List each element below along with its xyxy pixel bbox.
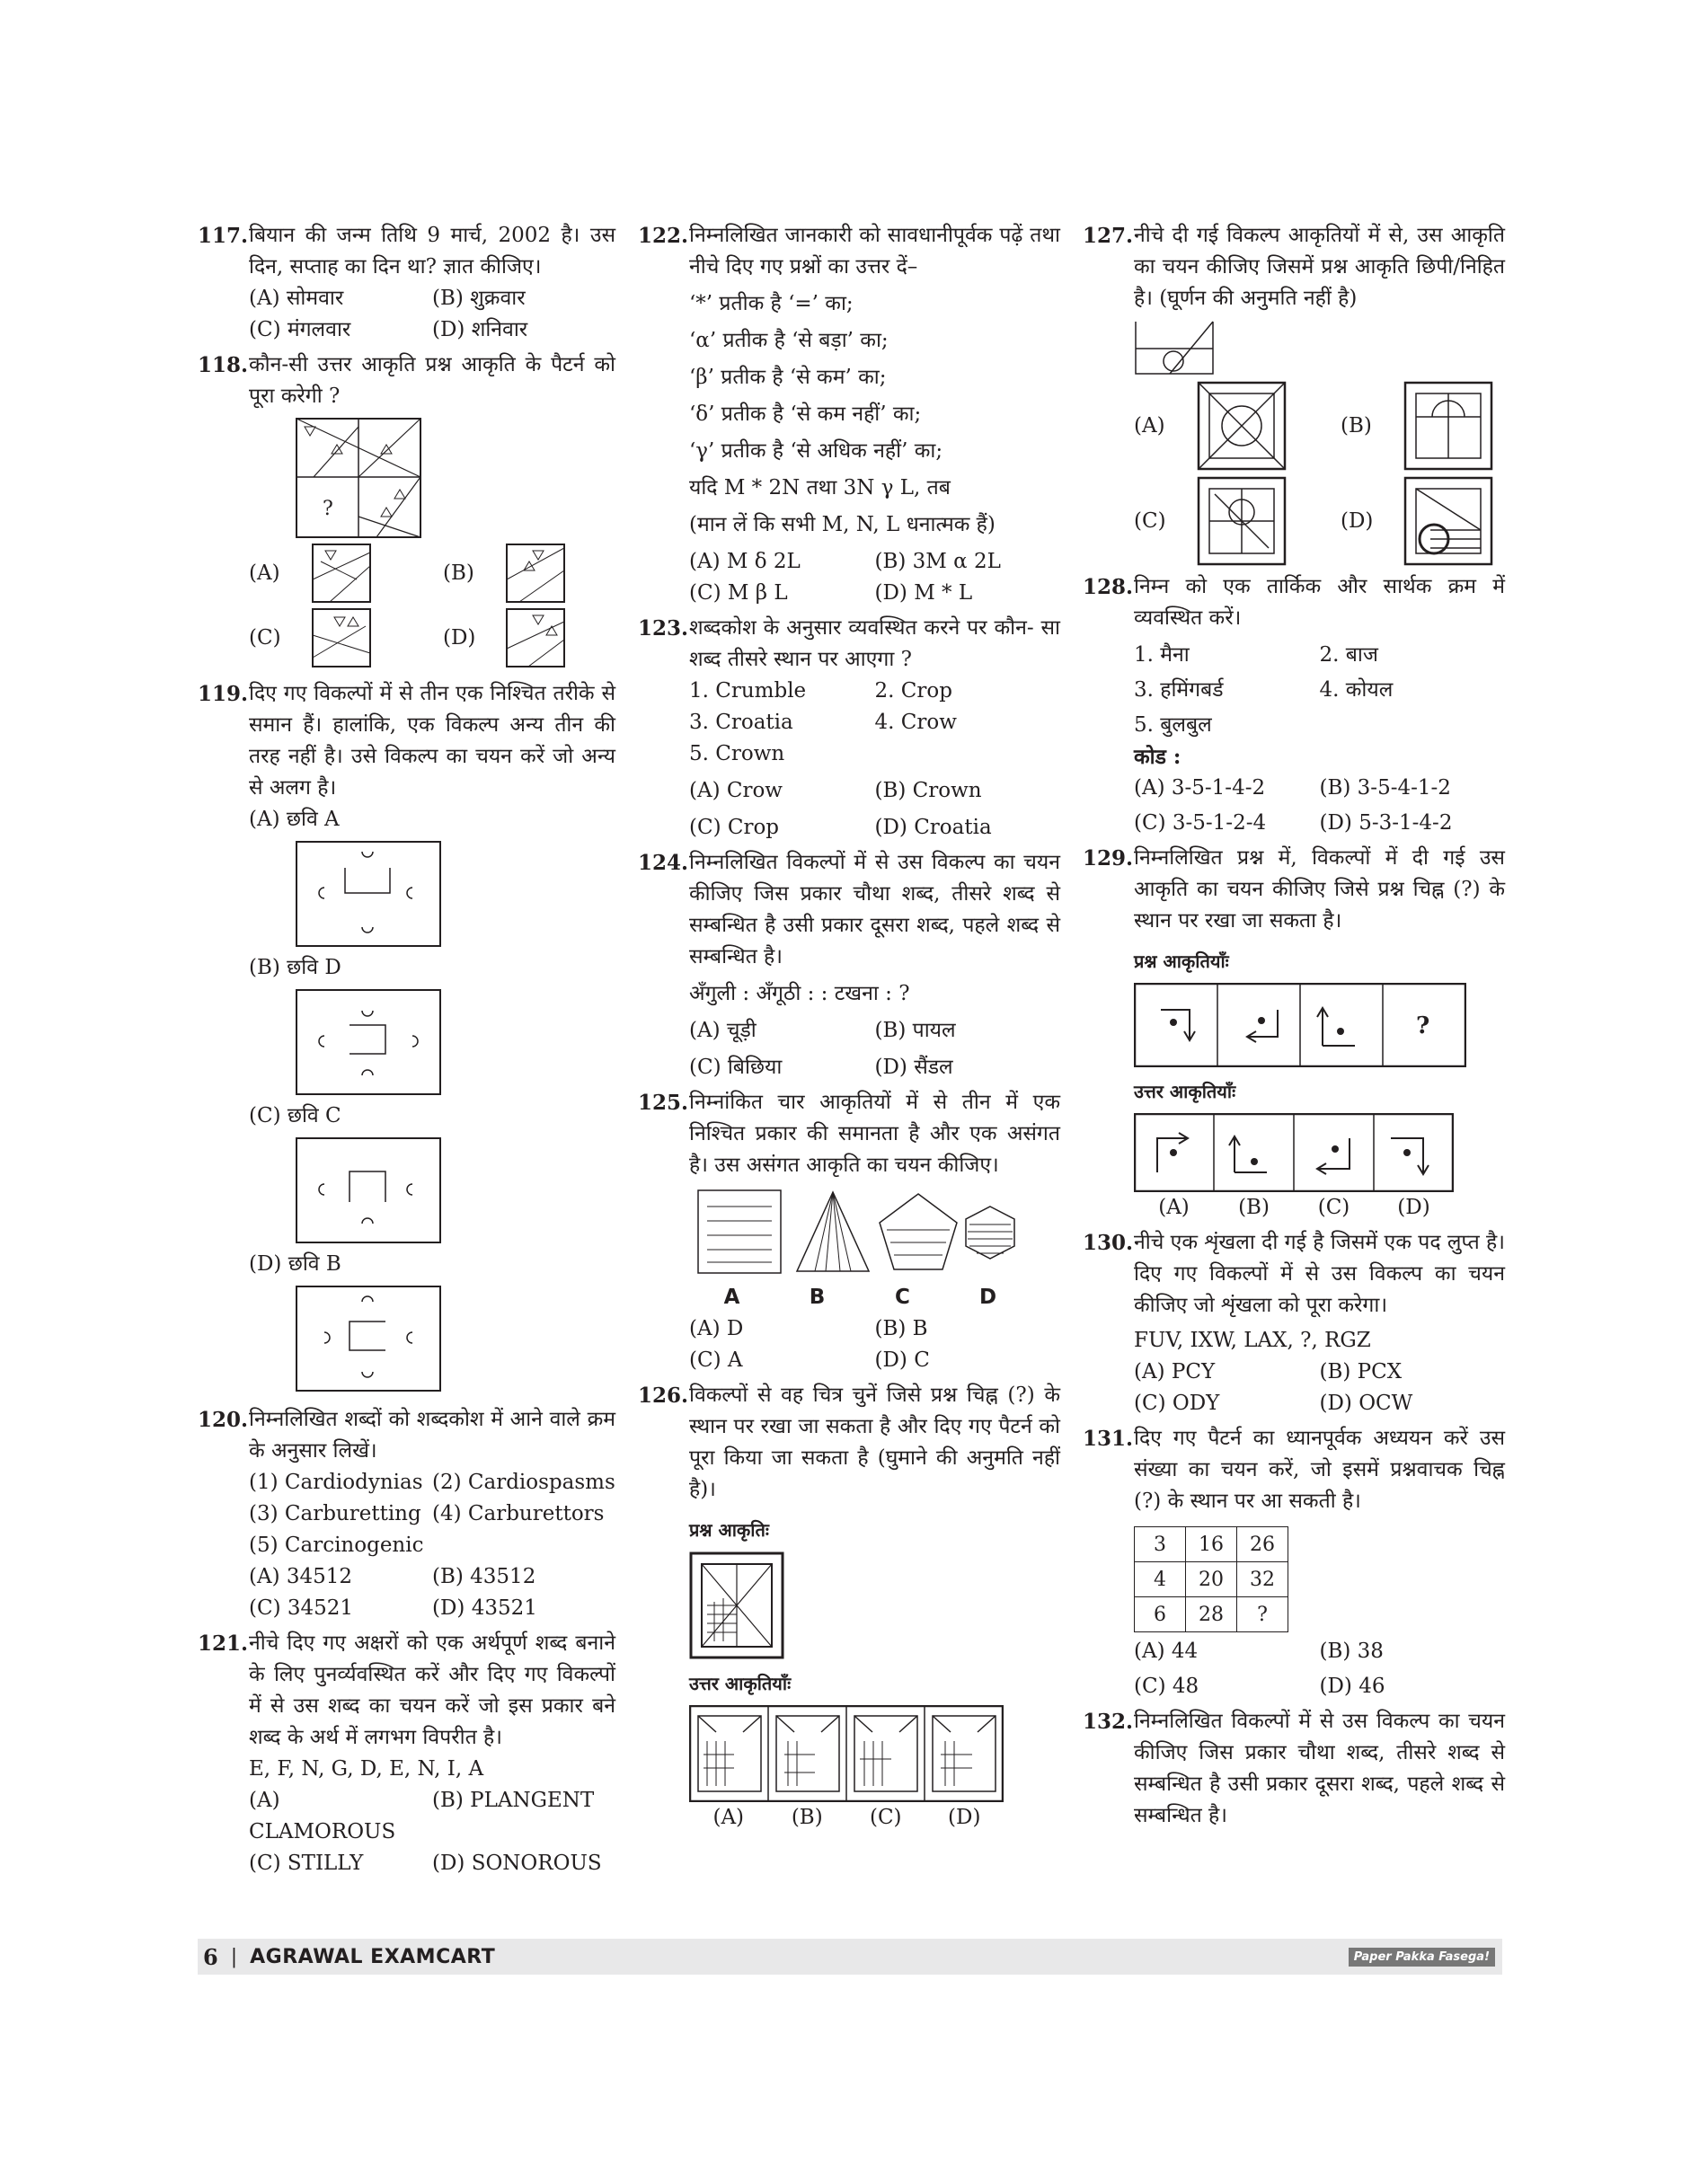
question-text: निम्नलिखित विकल्पों में से उस विकल्प का चयन कीजिए जिस प्रकार चौथा शब्द, तीसरे शब्द से सम्बन्धित है उसी प्रकार दूसरा शब्द, पहले शब्द से सम्बन्धित है। <box>1134 1710 1505 1827</box>
question-text: दिए गए विकल्पों में से तीन एक निश्चित तरीके से समान हैं। हालांकि, एक विकल्प अन्य तीन की तरह नहीं है। उसे विकल्प का चयन करें जो अन्य से अलग है। <box>249 682 615 800</box>
option-a[interactable]: (A) <box>249 561 280 585</box>
question-figure <box>1134 320 1215 376</box>
question-number: 128. <box>1083 575 1134 599</box>
question-text: नीचे एक शृंखला दी गई है जिसमें एक पद लुप्त है। दिए गए विकल्पों में से उस विकल्प का चयन कीजिए जो शृंखला को पूरा करेगा। <box>1134 1231 1505 1317</box>
option-d[interactable]: (D) SONOROUS <box>432 1852 602 1875</box>
option-d[interactable]: (D) <box>1341 508 1374 533</box>
question-126 <box>638 1380 1060 1834</box>
option-b[interactable]: (B) <box>1238 1196 1270 1219</box>
option-c[interactable]: (C) छवि C <box>249 1104 341 1127</box>
question-text: निम्नलिखित विकल्पों में से उस विकल्प का चयन कीजिए जिस प्रकार चौथा शब्द, तीसरे शब्द से सम्बन्धित है उसी प्रकार दूसरा शब्द, पहले शब्द से सम्बन्धित है। <box>689 851 1060 968</box>
option-d[interactable]: (D) 46 <box>1319 1675 1385 1698</box>
question-text: शब्दकोश के अनुसार व्यवस्थित करने पर कौन- सा शब्द तीसरे स्थान पर आएगा ? <box>689 616 1060 671</box>
question-number: 125. <box>638 1091 689 1115</box>
shape-b <box>797 1192 869 1271</box>
shape-c <box>880 1194 957 1269</box>
word-3: 3. Croatia <box>689 711 793 734</box>
option-d[interactable]: (D) छवि B <box>249 1252 341 1276</box>
option-b[interactable]: (B) <box>791 1806 823 1829</box>
brand-logo: AGRAWAL EXAMCART <box>250 1945 496 1968</box>
answer-figure-b[interactable] <box>506 544 565 603</box>
option-b[interactable]: (B) छवि D <box>249 956 341 979</box>
question-figure <box>689 1551 784 1659</box>
word-4: (4) Carburettors <box>432 1502 605 1525</box>
option-a[interactable]: (A) सोमवार <box>249 287 344 310</box>
question-128 <box>1083 571 1505 839</box>
option-a[interactable]: (A) <box>712 1806 745 1829</box>
option-a[interactable]: (A) D <box>689 1317 744 1340</box>
question-number: 129. <box>1083 846 1134 871</box>
question-figures-label: प्रश्न आकृतियाँः <box>1134 950 1229 972</box>
option-a[interactable]: (A) M δ 2L <box>689 550 801 573</box>
question-121 <box>198 1628 615 1879</box>
option-a[interactable]: (A) 34512 <box>249 1565 353 1588</box>
word-3: (3) Carburetting <box>249 1502 421 1525</box>
option-d[interactable]: (D) 5-3-1-4-2 <box>1319 811 1453 835</box>
option-d[interactable]: (D) OCW <box>1319 1392 1413 1415</box>
info-line: ‘β’ प्रतीक है ‘से कम’ का; <box>689 366 887 389</box>
option-b[interactable]: (B) Crown <box>874 779 982 802</box>
grid-cell: 3 <box>1135 1527 1186 1562</box>
word-pair: अँगुली : अँगूठी : : टखना : ? <box>689 982 910 1005</box>
question-text: दिए गए पैटर्न का ध्यानपूर्वक अध्ययन करें उस संख्या का चयन करें, जो इसमें प्रश्नवाचक चिह्न (?) के स्थान पर आ सकती है। <box>1134 1427 1505 1513</box>
option-d[interactable]: (D) <box>948 1806 981 1829</box>
grid-cell: ? <box>1237 1597 1288 1632</box>
option-figure-c[interactable] <box>1197 476 1287 566</box>
option-figure-d[interactable] <box>1403 476 1493 566</box>
question-text: नीचे दी गई विकल्प आकृतियों में से, उस आकृति का चयन कीजिए जिसमें प्रश्न आकृति छिपी/निहित है। (घूर्णन की अनुमति नहीं है) <box>1134 224 1505 310</box>
option-d[interactable]: (D) <box>1397 1196 1430 1219</box>
answer-figures-label: उत्तर आकृतियाँः <box>689 1673 792 1694</box>
question-text: कौन-सी उत्तर आकृति प्रश्न आकृति के पैटर्न को पूरा करेगी ? <box>249 353 615 408</box>
option-b[interactable]: (B) पायल <box>874 1019 956 1042</box>
question-text: निम्नलिखित जानकारी को सावधानीपूर्वक पढ़ें तथा नीचे दिए गए प्रश्नों का उत्तर दें– <box>689 224 1060 278</box>
image-a[interactable] <box>296 841 441 947</box>
code-label: कोड : <box>1134 745 1181 769</box>
option-c[interactable]: (C) STILLY <box>249 1852 364 1875</box>
word-2: 2. Crop <box>874 679 952 703</box>
column-1 <box>198 220 615 1883</box>
option-d[interactable]: (D) M * L <box>874 581 973 605</box>
option-b[interactable]: (B) 3M α 2L <box>874 550 1001 573</box>
question-129 <box>1083 843 1505 1224</box>
question-text: निम्न को एक तार्किक और सार्थक क्रम में व्यवस्थित करें। <box>1134 575 1505 630</box>
question-122 <box>638 220 1060 609</box>
option-b[interactable]: (B) PLANGENT <box>432 1789 595 1812</box>
number-grid <box>1134 1526 1288 1632</box>
question-number: 120. <box>198 1408 249 1432</box>
question-number: 118. <box>198 353 249 377</box>
question-number: 132. <box>1083 1710 1134 1734</box>
option-c[interactable]: (C) मंगलवार <box>249 318 351 341</box>
image-d[interactable] <box>296 989 441 1095</box>
letter-series: FUV, IXW, LAX, ?, RGZ <box>1134 1329 1371 1352</box>
question-number: 126. <box>638 1383 689 1408</box>
option-b[interactable]: (B) शुक्रवार <box>432 287 526 310</box>
column-3 <box>1083 220 1505 1835</box>
word-1: (1) Cardiodynias <box>249 1471 423 1494</box>
option-b[interactable]: (B) PCX <box>1319 1360 1403 1383</box>
answer-figure-d[interactable] <box>506 608 565 667</box>
page-number: 6 <box>203 1943 218 1970</box>
option-a[interactable]: (A) छवि A <box>249 808 340 831</box>
option-figure-b[interactable] <box>1403 381 1493 471</box>
shape-d <box>966 1207 1014 1259</box>
question-figure-label: प्रश्न आकृतिः <box>689 1519 769 1541</box>
grid-cell: 32 <box>1237 1562 1288 1597</box>
question-mark: ? <box>1416 1012 1430 1039</box>
option-a[interactable]: (A) CLAMOROUS <box>249 1789 396 1843</box>
shape-label-b: B <box>809 1286 826 1309</box>
info-line: (मान लें कि सभी M, N, L धनात्मक हैं) <box>689 513 996 536</box>
shape-label-c: C <box>895 1286 910 1309</box>
option-c[interactable]: (C) A <box>689 1348 743 1372</box>
question-number: 127. <box>1083 224 1134 248</box>
grid-cell: 6 <box>1135 1597 1186 1632</box>
shape-label-d: D <box>978 1286 997 1309</box>
pattern-figure <box>296 418 421 538</box>
info-line: यदि M * 2N तथा 3N γ L, तब <box>689 476 951 499</box>
question-number: 123. <box>638 616 689 641</box>
question-text: बियान की जन्म तिथि 9 मार्च, 2002 है। उस दिन, सप्ताह का दिन था? ज्ञात कीजिए। <box>249 224 615 278</box>
option-c[interactable]: (C) <box>1317 1196 1350 1219</box>
letters: E, F, N, G, D, E, N, I, A <box>249 1757 484 1781</box>
answer-figures[interactable] <box>689 1705 1004 1802</box>
answer-figure-c[interactable] <box>312 608 371 667</box>
image-b[interactable] <box>296 1286 441 1392</box>
question-118 <box>198 349 615 667</box>
question-number: 131. <box>1083 1427 1134 1451</box>
info-line: ‘α’ प्रतीक है ‘से बड़ा’ का; <box>689 329 889 352</box>
option-d[interactable]: (D) 43521 <box>432 1596 537 1620</box>
option-a[interactable]: (A) <box>1134 413 1165 438</box>
item-5: 5. बुलबुल <box>1134 713 1212 737</box>
word-5: (5) Carcinogenic <box>249 1534 424 1557</box>
column-2 <box>638 220 1060 1837</box>
question-number: 122. <box>638 224 689 248</box>
question-123 <box>638 613 1060 844</box>
question-text: निम्नांकित चार आकृतियों में से तीन में एक निश्चित प्रकार की समानता है और एक असंगत है। उस असंगत आकृति का चयन कीजिए। <box>689 1091 1060 1177</box>
option-a[interactable]: (A) 3-5-1-4-2 <box>1134 776 1266 800</box>
word-5: 5. Crown <box>689 742 785 765</box>
question-text: निम्नलिखित शब्दों को शब्दकोश में आने वाले क्रम के अनुसार लिखें। <box>249 1408 615 1463</box>
answer-figure-a[interactable] <box>312 544 371 603</box>
word-2: (2) Cardiospasms <box>432 1471 615 1494</box>
page-footer <box>198 1939 1502 1975</box>
option-c[interactable]: (C) M β L <box>689 581 788 605</box>
info-line: ‘*’ प्रतीक है ‘=’ का; <box>689 292 854 315</box>
option-a[interactable]: (A) PCY <box>1134 1360 1216 1383</box>
question-text: नीचे दिए गए अक्षरों को एक अर्थपूर्ण शब्द बनाने के लिए पुनर्व्यवस्थित करें और दिए गए विकल्पों में से उस शब्द का चयन करें जो इस प्रकार बने शब्द के अर्थ में लगभग विपरीत है। <box>249 1631 615 1749</box>
word-1: 1. Crumble <box>689 679 807 703</box>
question-text: विकल्पों से वह चित्र चुनें जिसे प्रश्न चिह्न (?) के स्थान पर रखा जा सकता है और दिए गए पैटर्न को पूरा किया जा सकता है (घुमाने की अनुमति नहीं है)। <box>689 1383 1060 1501</box>
grid-cell: 4 <box>1135 1562 1186 1597</box>
question-figures <box>1134 983 1466 1067</box>
question-131 <box>1083 1423 1505 1702</box>
grid-cell: 16 <box>1186 1527 1237 1562</box>
question-number: 130. <box>1083 1231 1134 1255</box>
option-a[interactable]: (A) 44 <box>1134 1640 1199 1663</box>
image-c[interactable] <box>296 1137 441 1243</box>
option-b[interactable]: (B) 3-5-4-1-2 <box>1319 776 1451 800</box>
question-132 <box>1083 1706 1505 1832</box>
option-d[interactable]: (D) Croatia <box>874 816 992 839</box>
option-b[interactable]: (B) 43512 <box>432 1565 536 1588</box>
question-130 <box>1083 1227 1505 1419</box>
option-c[interactable]: (C) 48 <box>1134 1675 1199 1698</box>
shape-label-a: A <box>723 1286 740 1309</box>
option-a[interactable]: (A) Crow <box>689 779 783 802</box>
shape-a <box>698 1190 781 1273</box>
question-number: 119. <box>198 682 249 706</box>
option-c[interactable]: (C) 3-5-1-2-4 <box>1134 811 1267 835</box>
shapes-figure <box>689 1187 1031 1277</box>
option-d[interactable]: (D) शनिवार <box>432 318 528 341</box>
question-120 <box>198 1404 615 1624</box>
question-124 <box>638 847 1060 1083</box>
option-figure-a[interactable] <box>1197 381 1287 471</box>
question-text: निम्नलिखित प्रश्न में, विकल्पों में दी गई उस आकृति का चयन कीजिए जिसे प्रश्न चिह्न (?) के स्थान पर रखा जा सकता है। <box>1134 846 1505 933</box>
option-b[interactable]: (B) 38 <box>1319 1640 1384 1663</box>
option-c[interactable]: (C) Crop <box>689 816 780 839</box>
option-c[interactable]: (C) <box>869 1806 902 1829</box>
option-c[interactable]: (C) <box>249 625 281 650</box>
info-line: ‘δ’ प्रतीक है ‘से कम नहीं’ का; <box>689 402 922 426</box>
question-127 <box>1083 220 1505 566</box>
grid-cell: 20 <box>1186 1562 1237 1597</box>
option-b[interactable]: (B) <box>443 561 474 585</box>
option-b[interactable]: (B) <box>1341 413 1372 438</box>
option-d[interactable]: (D) सैंडल <box>874 1056 953 1079</box>
item-1: 1. मैना <box>1134 643 1190 667</box>
question-number: 117. <box>198 224 249 248</box>
footer-separator: | <box>230 1945 238 1968</box>
question-117 <box>198 220 615 346</box>
word-4: 4. Crow <box>874 711 957 734</box>
tagline-badge: Paper Pakka Fasega! <box>1349 1948 1495 1967</box>
option-c[interactable]: (C) ODY <box>1134 1392 1220 1415</box>
option-c[interactable]: (C) <box>1134 508 1166 533</box>
info-line: ‘γ’ प्रतीक है ‘से अधिक नहीं’ का; <box>689 439 943 463</box>
option-b[interactable]: (B) B <box>874 1317 928 1340</box>
option-c[interactable]: (C) 34521 <box>249 1596 354 1620</box>
answer-figures-label: उत्तर आकृतियाँः <box>1134 1081 1236 1102</box>
answer-figures[interactable] <box>1134 1113 1454 1192</box>
option-c[interactable]: (C) बिछिया <box>689 1056 783 1079</box>
question-mark: ? <box>323 498 333 520</box>
option-a[interactable]: (A) <box>1158 1196 1190 1219</box>
item-2: 2. बाज <box>1319 643 1378 667</box>
option-d[interactable]: (D) C <box>874 1348 930 1372</box>
grid-cell: 28 <box>1186 1597 1237 1632</box>
item-4: 4. कोयल <box>1319 678 1394 702</box>
option-a[interactable]: (A) चूड़ी <box>689 1019 757 1042</box>
question-number: 121. <box>198 1631 249 1656</box>
option-d[interactable]: (D) <box>443 625 476 650</box>
grid-cell: 26 <box>1237 1527 1288 1562</box>
question-number: 124. <box>638 851 689 875</box>
item-3: 3. हमिंगबर्ड <box>1134 678 1224 702</box>
question-125 <box>638 1087 1060 1376</box>
question-119 <box>198 678 615 1392</box>
